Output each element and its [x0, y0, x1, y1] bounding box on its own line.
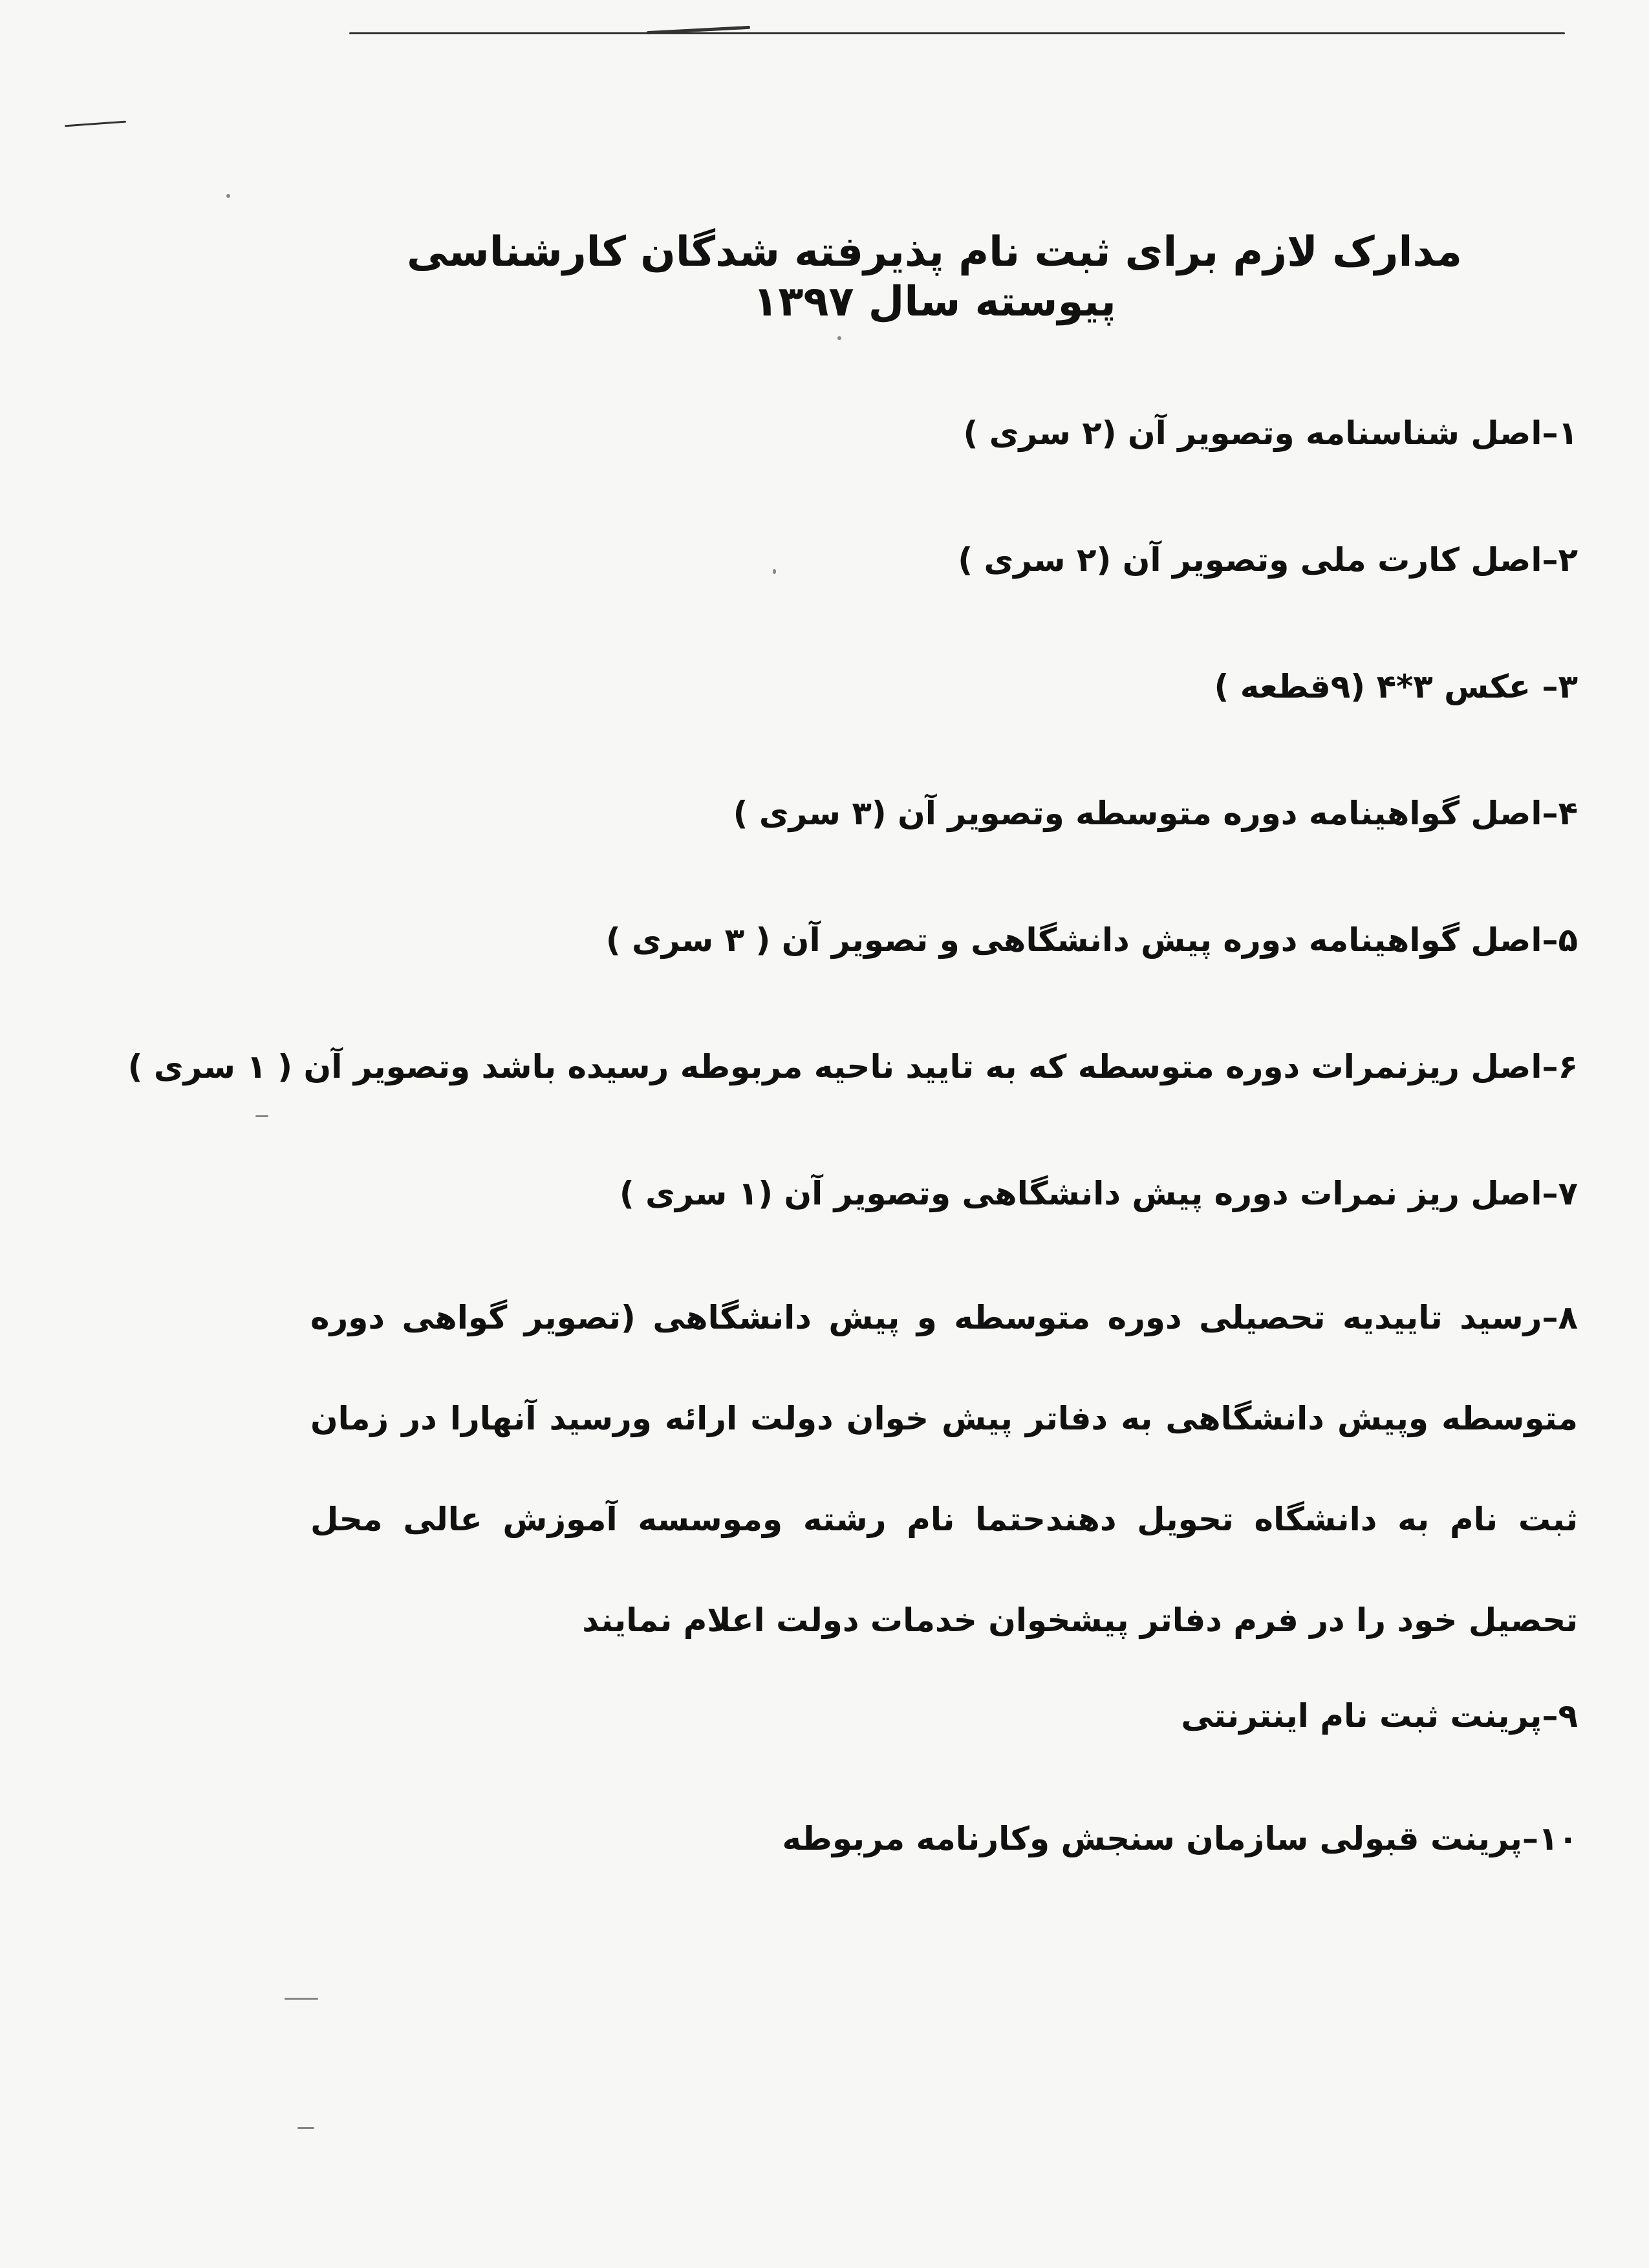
- list-spacer: [310, 1735, 1578, 1819]
- requirement-item-2: ۲–اصل کارت ملی وتصویر آن (۲ سری ): [958, 541, 1578, 579]
- requirement-item-4: ۴–اصل گواهینامه دوره متوسطه وتصویر آن (۳ سری ): [733, 795, 1578, 832]
- list-spacer: [310, 833, 1578, 921]
- scan-speck: [297, 2127, 314, 2129]
- list-spacer: [310, 1671, 1578, 1696]
- scan-speck: [255, 1115, 268, 1117]
- list-spacer: [310, 579, 1578, 667]
- list-spacer: [310, 453, 1578, 540]
- requirement-item-5: ۵–اصل گواهینامه دوره پیش دانشگاهی و تصویر آن ( ۳ سری ): [605, 921, 1578, 959]
- requirement-item-1: ۱–اصل شناسنامه وتصویر آن (۲ سری ): [963, 414, 1578, 452]
- list-spacer: [310, 959, 1578, 1047]
- scan-border-line: [349, 32, 1565, 34]
- requirement-item-9: ۹–پرینت ثبت نام اینترنتی: [1181, 1697, 1578, 1735]
- requirement-item-8: ۸–رسید تاییدیه تحصیلی دوره متوسطه و پیش دانشگاهی (تصویر گواهی دوره متوسطه وپیش دانشگاهی به دفاتر پیش خوان دولت ارائه ورسید آنهارا در زمان ثبت نام به دانشگاه تحویل دهندحتما نام رشته وموسسه آموزش عالی محل تحصیل خود را در فرم دفاتر پیشخوان خدمات دولت اعلام نمایند: [310, 1299, 1578, 1639]
- scan-margin-mark: [65, 121, 126, 127]
- list-spacer: [310, 1086, 1578, 1174]
- requirement-item-7: ۷–اصل ریز نمرات دوره پیش دانشگاهی وتصویر آن (۱ سری ): [619, 1175, 1578, 1212]
- requirement-item-3: ۳– عکس ۳*۴ (۹قطعه ): [1214, 668, 1578, 705]
- document-title: مدارک لازم برای ثبت نام پذیرفته شدگان کارشناسی پیوسته سال ۱۳۹۷: [407, 228, 1462, 326]
- scan-speck: [226, 194, 230, 198]
- scan-speck: [285, 1998, 318, 2000]
- requirements-list: [127, 414, 1578, 1858]
- list-spacer: [310, 706, 1578, 794]
- requirement-item-6: ۶–اصل ریزنمرات دوره متوسطه که به تایید ناحیه مربوطه رسیده باشد وتصویر آن ( ۱ سری ): [127, 1048, 1578, 1086]
- scan-speck: [837, 336, 841, 340]
- requirement-item-10: ۱۰–پرینت قبولی سازمان سنجش وکارنامه مربوطه: [782, 1820, 1578, 1857]
